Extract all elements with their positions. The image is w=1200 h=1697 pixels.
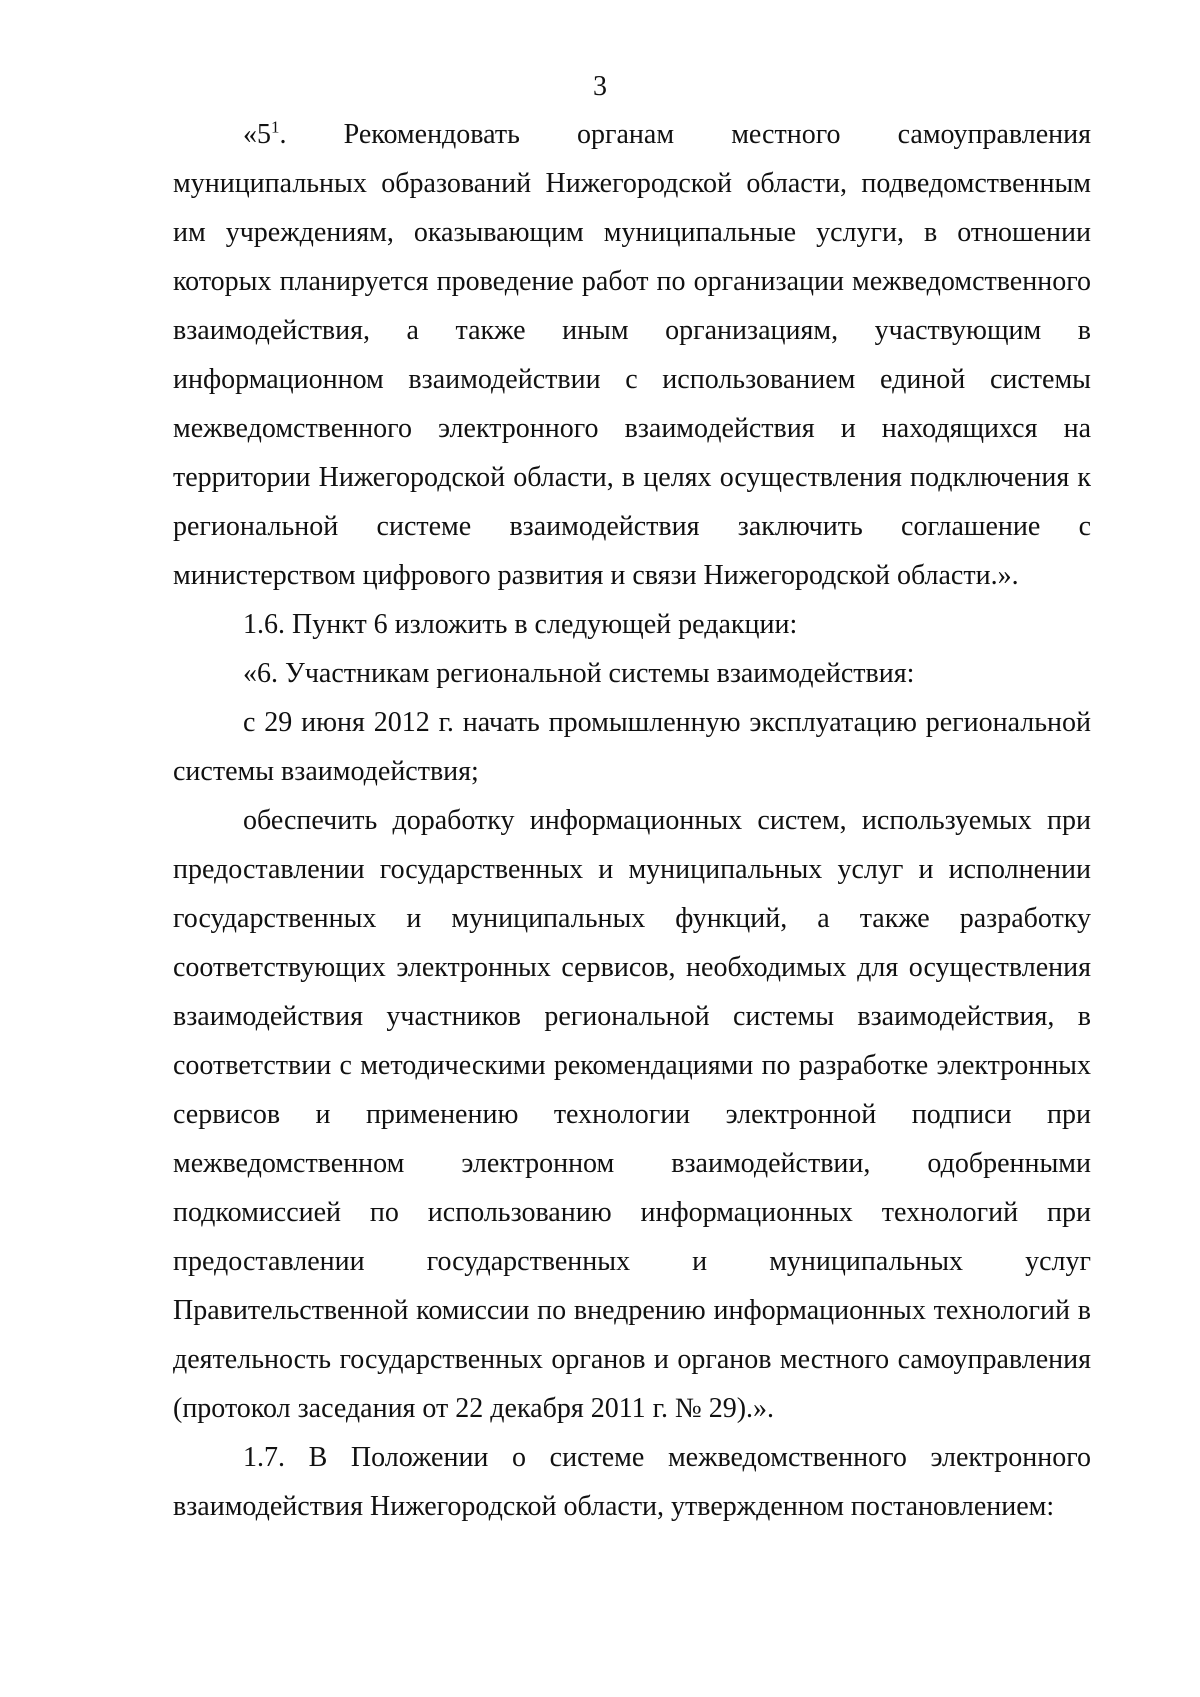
paragraph-start-date: с 29 июня 2012 г. начать промышленную эксплуатацию региональной системы взаимодействия;: [173, 707, 1091, 787]
paragraph-text: . Рекомендовать органам местного самоуправления муниципальных образований Нижегородской области, подведомственным им учреждениям, оказывающим муниципальные услуги, в отношении которых планируется проведение работ по организации межведомственного взаимодействия, а также иным организациям, участвующим в информационном взаимодействии с использованием единой системы межведомственного электронного взаимодействия и находящихся на территории Нижегородской области, в целях осуществления подключения к региональной системе взаимодействия заключить соглашение с министерством цифрового развития и связи Нижегородской области.».: [173, 119, 1091, 591]
paragraph-clause-1-7: 1.7. В Положении о системе межведомственного электронного взаимодействия Нижегородской области, утвержденном постановлением:: [173, 1442, 1091, 1522]
document-body: [173, 110, 1091, 1531]
paragraph-clause-1-6: 1.6. Пункт 6 изложить в следующей редакции:: [243, 609, 798, 640]
paragraph-ensure-development: обеспечить доработку информационных систем, используемых при предоставлении государственных и муниципальных услуг и исполнении государственных и муниципальных функций, а также разработку соответствующих электронных сервисов, необходимых для осуществления взаимодействия участников региональной системы взаимодействия, в соответствии с методическими рекомендациями по разработке электронных сервисов и применению технологии электронной подписи при межведомственном электронном взаимодействии, одобренными подкомиссией по использованию информационных технологий при предоставлении государственных и муниципальных услуг Правительственной комиссии по внедрению информационных технологий в деятельность государственных органов и органов местного самоуправления (протокол заседания от 22 декабря 2011 г. № 29).».: [173, 805, 1091, 1424]
paragraph-clause-6-heading: «6. Участникам региональной системы взаимодействия:: [243, 658, 915, 689]
superscript-number: 1: [271, 117, 280, 137]
page-number: 3: [593, 71, 607, 102]
paragraph-prefix: «5: [243, 119, 271, 150]
paragraph-recommendation: [173, 110, 1091, 600]
